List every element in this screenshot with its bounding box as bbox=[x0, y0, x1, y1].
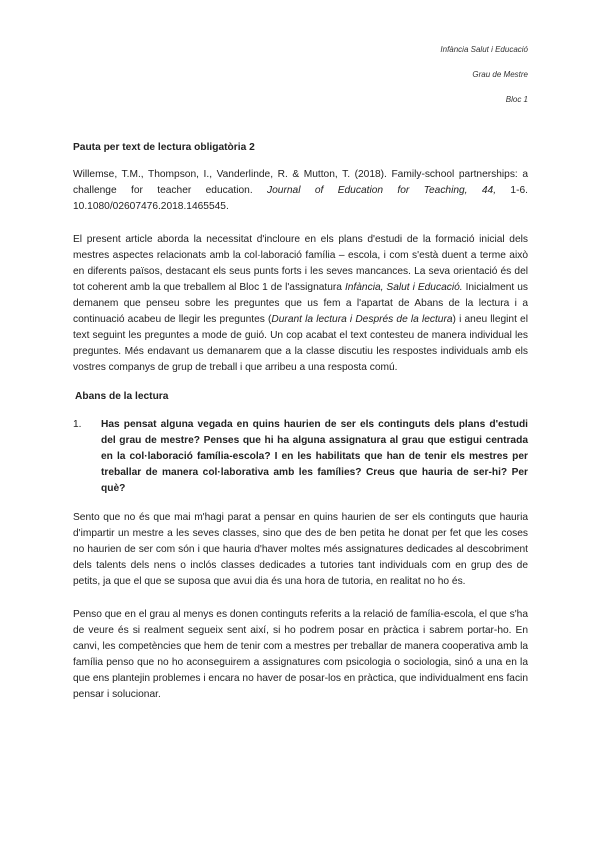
intro-part3: ) i aneu llegint el text seguint les preguntes a mode de guió. Un cop acabat el text contesteu de manera individual les preguntes. Més endavant us demanarem que a la classe discutiu les respostes individuals amb els vostres companys de grup de treball i que arribeu a una resposta comú. bbox=[73, 314, 528, 373]
page-header bbox=[440, 44, 528, 119]
document-body bbox=[73, 140, 528, 720]
intro-paragraph bbox=[73, 232, 528, 376]
answer-paragraph-2: Penso que en el grau al menys es donen continguts referits a la relació de família-escola, el que s'ha de veure és si realment segueix sent així, si ho podrem posar en pràctica i sabrem portar-ho. En canvi, les competències que hem de tenir com a mestres per treballar de manera cooperativa amb la família penso que no ho aconseguirem a assignatures com psicologia o sociologia, sinó a una en la que ens plantejin problemes i encara no haver de posar-los en pràctica, que individualment ens facin pensar i solucionar. bbox=[73, 609, 528, 700]
section-heading: Abans de la lectura bbox=[75, 391, 169, 402]
question-text: Has pensat alguna vegada en quins haurien de ser els continguts dels plans d'estudi del grau de mestre? Penses que hi ha alguna assignatura al grau que estigui centrada en la col·laboració família-escola? I en les habilitats que han de tenir els mestres per treballar de manera col·laborativa amb les famílies? Creus que hauria de ser-hi? Per què? bbox=[101, 419, 528, 494]
bibliographic-reference bbox=[73, 167, 528, 215]
intro-course-name: Infància, Salut i Educació. bbox=[344, 282, 463, 293]
header-degree: Grau de Mestre bbox=[472, 70, 528, 79]
intro-part1: El present article aborda la necessitat d'incloure en els plans d'estudi de la formació inicial dels mestres aspectes relacionats amb la col·laboració família – escola, i com s'està duent a terme això en diferents països, destacant els seus punts forts i les seves mancances. La seva orientació és del tot coherent amb la que treballem al Bloc 1 de l'assignatura bbox=[73, 234, 528, 293]
answer-paragraph-1: Sento que no és que mai m'hagi parat a pensar en quins haurien de ser els continguts que hauria d'impartir un mestre a les seves classes, sino que des de ben petita he donat per fet que les coses no haurien de ser com són i que hauria d'haver moltes més assignatures dedicades al descobriment dels talents dels nens o inclós classes dedicades a tutories tant individuals com en grup des de petits, ja que el que se suposa que avui dia és una hora de tutoria, en realitat no ho és. bbox=[73, 512, 528, 587]
intro-phases: Durant la lectura i Després de la lectura bbox=[271, 314, 453, 325]
reference-authors: Willemse, T.M., Thompson, I., Vanderlinde, R. & Mutton, T. (2018). Family-school partnerships: a challenge for teacher education. bbox=[73, 169, 528, 196]
reference-journal: Journal of Education for Teaching, 44, bbox=[267, 185, 497, 196]
header-block: Bloc 1 bbox=[505, 95, 528, 104]
intro-part2: Inicialment us demanem que penseu sobre les preguntes que us fem a l'apartat de Abans de la lectura i a continuació acabeu de llegir les preguntes ( bbox=[73, 282, 528, 325]
header-course: Infància Salut i Educació bbox=[440, 45, 528, 54]
reference-doi: 1-6. 10.1080/02607476.2018.1465545. bbox=[73, 185, 528, 212]
document-title: Pauta per text de lectura obligatòria 2 bbox=[73, 142, 255, 153]
question-item bbox=[73, 417, 528, 497]
question-number: 1. bbox=[73, 419, 82, 430]
